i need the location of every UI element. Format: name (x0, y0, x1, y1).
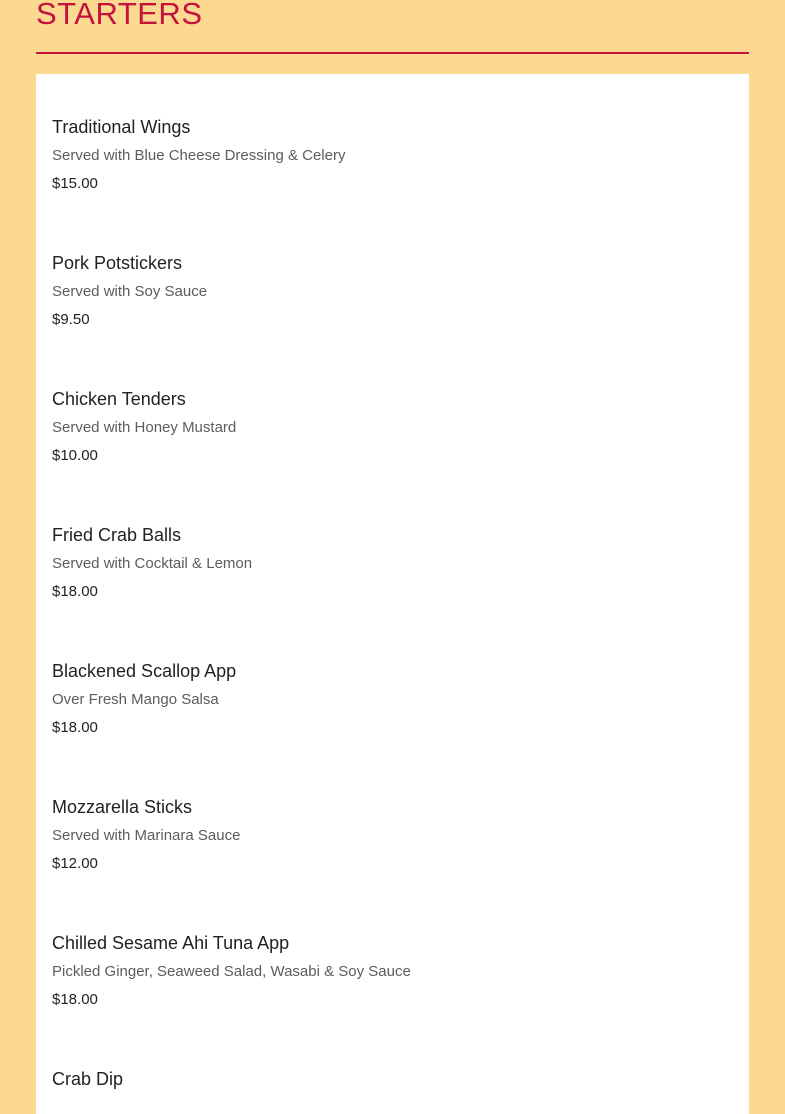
item-name: Mozzarella Sticks (52, 797, 193, 817)
item-name: Pork Potstickers (52, 253, 183, 273)
item-name: Fried Crab Balls (52, 525, 182, 545)
item-description: Served with Soy Sauce (52, 283, 208, 300)
item-description: Served with Honey Mustard (52, 419, 237, 436)
item-price: $15.00 (52, 175, 98, 192)
item-price: $9.50 (52, 311, 90, 328)
item-price: $18.00 (52, 719, 98, 736)
item-price: $12.00 (52, 855, 98, 872)
item-price: $10.00 (52, 447, 98, 464)
item-name: Blackened Scallop App (52, 661, 237, 681)
section-header (36, 0, 749, 54)
item-name: Chilled Sesame Ahi Tuna App (52, 933, 290, 953)
item-name: Crab Dip (52, 1069, 124, 1089)
menu-card (36, 74, 749, 1114)
item-description: Served with Blue Cheese Dressing & Celery (52, 147, 346, 164)
item-price: $18.00 (52, 583, 98, 600)
item-description: Pickled Ginger, Seaweed Salad, Wasabi & Soy Sauce (52, 963, 411, 980)
item-price: $18.00 (52, 991, 98, 1008)
section-title: STARTERS (36, 0, 203, 31)
item-description: Over Fresh Mango Salsa (52, 691, 219, 708)
item-name: Chicken Tenders (52, 389, 186, 409)
item-description: Served with Marinara Sauce (52, 827, 241, 844)
item-name: Traditional Wings (52, 117, 191, 137)
item-description: Served with Cocktail & Lemon (52, 555, 253, 572)
